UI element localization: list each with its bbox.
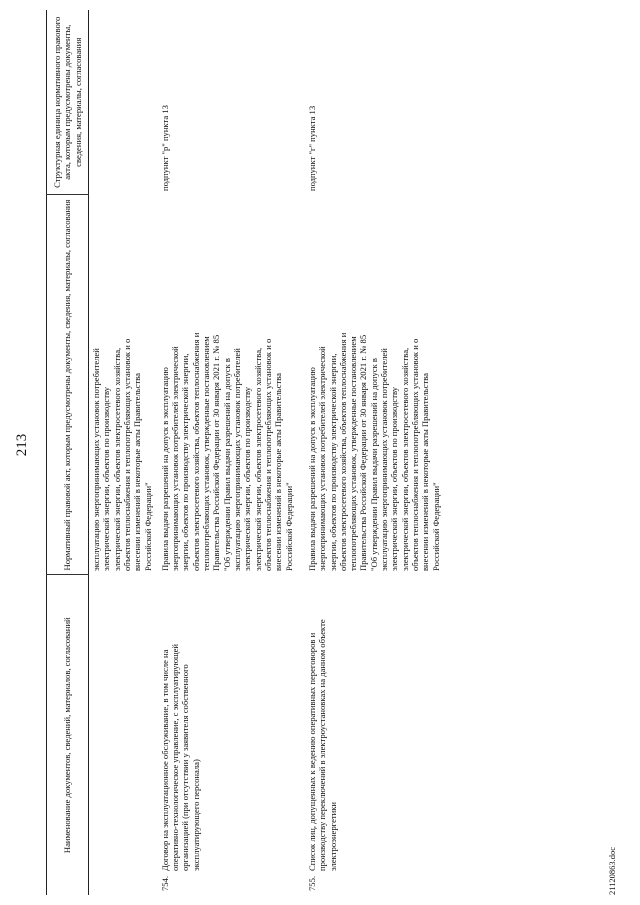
table-row (155, 10, 302, 895)
documents-table (46, 10, 449, 895)
header-structural-unit: Структурная единица нормативного правового акта, которым предусмотрены документы, сведения, материалы, согласования (47, 10, 89, 195)
document-name-cell: Договор на эксплуатационное обслуживание, в том числе на оперативно-технологическое управление, с эксплуатирующей организацией (при отсутствии у заявителя собственного эксплуатирующего персонала) (159, 643, 201, 871)
structural-unit-cell: подпункт "г" пункта 13 (306, 105, 317, 191)
legal-act-cell: Правила выдачи разрешений на допуск в эксплуатацию энергопринимающих установок потребителей электрической энергии, объектов по производству электрической энергии, объектов электросетевого хозяйства, объектов теплоснабжения и теплопотребляющих установок, утвержденные постановлением Правительства Российской Федерации от 30 января 2021 г. № 85 "Об утверждении Правил выдачи разрешений на допуск в эксплуатацию энергопринимающих установок потребителей электрической энергии, объектов по производству электрической энергии, объектов электросетевого хозяйства, объектов теплоснабжения и теплопотребляющих установок и о внесении изменений в некоторые акты Правительства Российской Федерации" (159, 332, 294, 571)
table-header (47, 10, 89, 895)
page-number: 213 (14, 433, 30, 457)
row-number: 754. (159, 875, 170, 891)
header-documents-name: Наименование документов, сведений, материалов, согласований (62, 617, 73, 854)
table-row-continuation (88, 10, 154, 895)
row-number: 755. (306, 875, 317, 891)
legal-act-cell: эксплуатацию энергопринимающих установок потребителей электрической энергии, объектов по производству электрической энергии, объектов электросетевого хозяйства, объектов теплоснабжения и теплопотребляющих установок и о внесении изменений в некоторые акты Правительства Российской Федерации" (90, 338, 153, 571)
header-legal-act: Нормативный правовой акт, которым предусмотрены документы, сведения, материалы, согласования (47, 195, 89, 575)
legal-act-cell: Правила выдачи разрешений на допуск в эксплуатацию энергопринимающих установок потребителей электрической энергии, объектов по производству электрической энергии, объектов электросетевого хозяйства, объектов теплоснабжения и теплопотребляющих установок, утвержденные постановлением Правительства Российской Федерации от 30 января 2021 г. № 85 "Об утверждении Правил выдачи разрешений на допуск в эксплуатацию энергопринимающих установок потребителей электрической энергии, объектов по производству электрической энергии, объектов электросетевого хозяйства, объектов теплоснабжения и теплопотребляющих установок и о внесении изменений в некоторые акты Правительства Российской Федерации" (306, 332, 441, 571)
document-file-code: 21120863.doc (607, 846, 617, 895)
table-row (302, 10, 449, 895)
structural-unit-cell: подпункт "р" пункта 13 (159, 105, 170, 191)
document-name-cell: Список лиц, допущенных к ведению оперативных переговоров и производству переключений в электроустановках на данном объекте электроэнергетики (306, 619, 338, 871)
